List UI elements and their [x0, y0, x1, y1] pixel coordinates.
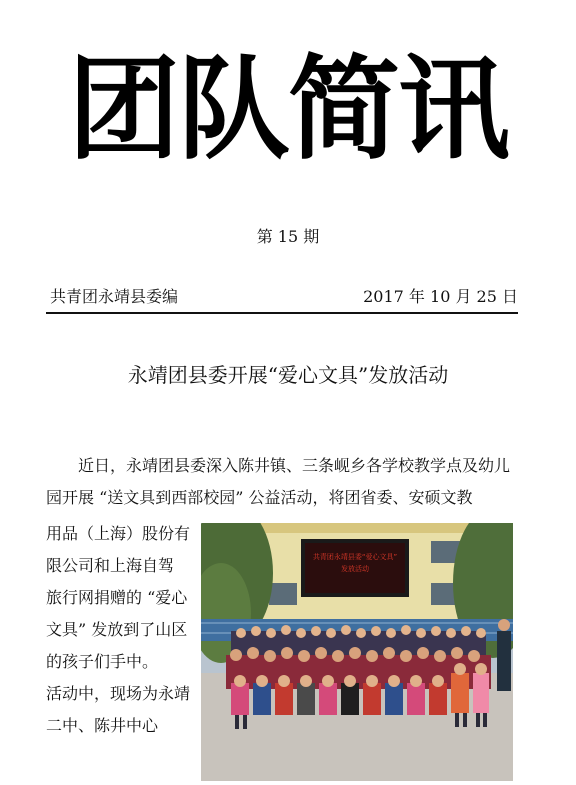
group-photo-illustration — [201, 523, 513, 781]
editor-line: 共青团永靖县委编 — [50, 287, 179, 306]
newsletter-title: 团队简讯 — [68, 45, 508, 175]
text-line: 二中、陈井中心 — [46, 716, 159, 735]
article-paragraph-wrapped — [46, 518, 196, 742]
publish-date: 2017 年 10 月 25 日 — [363, 287, 518, 306]
text-line: 限公司和上海自驾 — [46, 556, 175, 575]
text-line: 旅行网捐赠的 “爱心 — [46, 588, 188, 607]
text-line: 文具” 发放到了山区 — [46, 620, 188, 639]
text-line: 的孩子们手中。 — [46, 652, 159, 671]
banner-text-1: 共青团永靖县委“爱心文具” — [312, 553, 398, 561]
header-divider — [46, 312, 518, 314]
text-line: 用品（上海）股份有 — [46, 524, 191, 543]
event-photo — [201, 523, 513, 781]
article-headline: 永靖团县委开展“爱心文具”发放活动 — [127, 363, 449, 387]
banner-text-2: 发放活动 — [341, 565, 369, 573]
article-paragraph: 近日，永靖团县委深入陈井镇、三条岘乡各学校教学点及幼儿园开展 “送文具到西部校园” 公益活动，将团省委、安硕文教 — [46, 456, 511, 507]
issue-number: 第 15 期 — [256, 227, 320, 246]
text-line: 活动中，现场为永靖 — [46, 684, 191, 703]
